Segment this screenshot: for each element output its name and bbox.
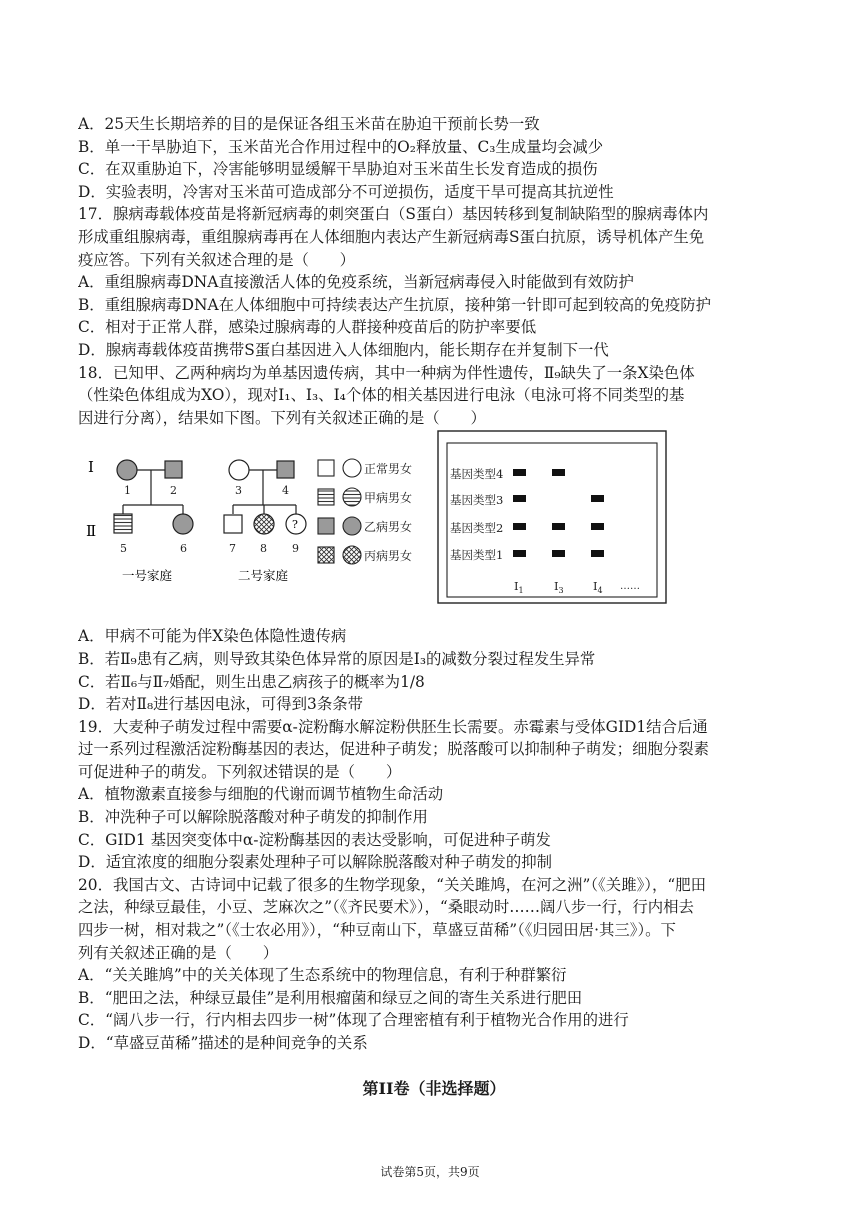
- gel-band: [552, 469, 565, 476]
- option-line: D．适宜浓度的细胞分裂素处理种子可以解除脱落酸对种子萌发的抑制: [78, 853, 553, 872]
- option-line: B．冲洗种子可以解除脱落酸对种子萌发的抑制作用: [78, 808, 428, 827]
- question-18-line: 18．已知甲、乙两种病均为单基因遗传病，其中一种病为伴性遗传，Ⅱ₉缺失了一条X染色体: [78, 363, 695, 382]
- text-line: 过一系列过程激活淀粉酶基因的表达，促进种子萌发；脱落酸可以抑制种子萌发；细胞分裂素: [78, 740, 710, 759]
- question-20-line: 20．我国古文、古诗词中记载了很多的生物学现象，“关关雎鸠，在河之洲”（《关雎》），“肥田: [78, 875, 707, 894]
- family-1-caption: 一号家庭: [122, 568, 173, 583]
- text-line: 因进行分离），结果如下图。下列有关叙述正确的是（ ）: [78, 408, 486, 427]
- text-line: D．实验表明，冷害对玉米苗可造成部分不可逆损伤，适度干旱可提高其抗逆性: [78, 182, 614, 201]
- option-line: D．若对Ⅱ₈进行基因电泳，可得到3条条带: [78, 695, 364, 714]
- text-line: B．单一干旱胁迫下，玉米苗光合作用过程中的O₂释放量、C₃生成量均会减少: [78, 137, 604, 156]
- gel-lane-label-4: $I_4$: [593, 579, 603, 595]
- option-line: C．“阔八步一行，行内相去四步一树”体现了合理密植有利于植物光合作用的进行: [78, 1011, 629, 1030]
- gel-band: [513, 523, 526, 530]
- pedigree-legend: [318, 459, 361, 564]
- label-3: 3: [235, 484, 242, 497]
- legend-label-disease-a: 甲病男女: [364, 491, 413, 505]
- question-19-line: 19．大麦种子萌发过程中需要α-淀粉酶水解淀粉供胚生长需要。赤霉素与受体GID1结合后通: [78, 717, 708, 736]
- text-line: 列有关叙述正确的是（ ）: [78, 943, 279, 962]
- individual-3-female-normal: [229, 460, 249, 480]
- label-9: 9: [292, 542, 299, 555]
- legend-disease-b-male-icon: [318, 518, 334, 534]
- legend-disease-c-male-icon: [318, 547, 334, 563]
- individual-7-male-normal: [224, 515, 242, 533]
- text-line: A．25天生长期培养的目的是保证各组玉米苗在胁迫干预前长势一致: [78, 115, 540, 133]
- electrophoresis-gel: [438, 431, 666, 603]
- question-text: [78, 113, 790, 1102]
- individual-4-male-disease-b: [277, 461, 294, 478]
- generation-label-2: Ⅱ: [86, 522, 97, 540]
- text-line: 疫应答。下列有关叙述合理的是（ ）: [78, 250, 356, 269]
- legend-normal-female-icon: [343, 459, 361, 477]
- individual-6-female-disease-b: [173, 514, 193, 534]
- legend-disease-b-female-icon: [343, 517, 361, 535]
- text-line: 形成重组腺病毒，重组腺病毒再在人体细胞内表达产生新冠病毒S蛋白抗原，诱导机体产生免: [78, 227, 705, 246]
- gel-band: [513, 550, 526, 557]
- gel-band: [591, 495, 604, 502]
- option-line: D．“草盛豆苗稀”描述的是种间竞争的关系: [78, 1034, 368, 1052]
- label-2: 2: [170, 484, 177, 497]
- individual-8-female-disease-c: [254, 514, 274, 534]
- legend-normal-male-icon: [318, 460, 334, 476]
- legend-label-disease-b: 乙病男女: [364, 520, 413, 534]
- gel-row-label-4: 基因类型4: [450, 467, 504, 481]
- text-line: C．在双重胁迫下，冷害能够明显缓解干旱胁迫对玉米苗生长发育造成的损伤: [78, 160, 598, 179]
- question-17-line: 17．腺病毒载体疫苗是将新冠病毒的刺突蛋白（S蛋白）基因转移到复制缺陷型的腺病毒体内: [78, 205, 709, 224]
- gel-bands: [513, 469, 604, 557]
- gel-band: [513, 495, 526, 502]
- text-line: 四步一树，相对栽之”（《士农必用》），“种豆南山下，草盛豆苗稀”（《归园田居·其三》）。下: [78, 921, 676, 940]
- legend-disease-a-male-icon: [318, 489, 334, 505]
- option-line: C．相对于正常人群，感染过腺病毒的人群接种疫苗后的防护率要低: [78, 318, 537, 337]
- gel-row-label-1: 基因类型1: [450, 548, 504, 562]
- legend-label-disease-c: 丙病男女: [364, 549, 413, 563]
- label-6: 6: [180, 542, 187, 555]
- gel-band: [552, 523, 565, 530]
- gel-band: [591, 550, 604, 557]
- gel-lane-label-3: $I_3$: [554, 579, 564, 595]
- gel-outer-frame: [438, 431, 666, 603]
- option-line: C．若Ⅱ₆与Ⅱ₇婚配，则生出患乙病孩子的概率为1/8: [78, 672, 425, 691]
- family-1-pedigree: [114, 460, 193, 534]
- section-title: 第II卷（非选择题）: [362, 1078, 506, 1098]
- legend-label-normal: 正常男女: [364, 462, 413, 476]
- gel-row-label-3: 基因类型3: [450, 493, 504, 507]
- option-line: D．腺病毒载体疫苗携带S蛋白基因进入人体细胞内，能长期存在并复制下一代: [78, 340, 609, 359]
- family-2-caption: 二号家庭: [238, 568, 289, 583]
- legend-disease-c-female-icon: [343, 546, 361, 564]
- gel-band: [591, 523, 604, 530]
- individual-2-male-disease-b: [165, 461, 182, 478]
- option-line: A．甲病不可能为伴X染色体隐性遗传病: [78, 627, 347, 646]
- gel-lane-ellipsis: ……: [620, 581, 640, 592]
- option-line: B．若Ⅱ₉患有乙病，则导致其染色体异常的原因是Ⅰ₃的减数分裂过程发生异常: [78, 649, 596, 668]
- option-line: A．重组腺病毒DNA直接激活人体的免疫系统，当新冠病毒侵入时能做到有效防护: [78, 273, 634, 292]
- option-line: C．GID1 基因突变体中α-淀粉酶基因的表达受影响，可促进种子萌发: [78, 830, 551, 849]
- genetics-figure: [74, 427, 674, 607]
- generation-label-1: Ⅰ: [88, 458, 94, 476]
- question-mark: ?: [292, 518, 298, 531]
- label-8: 8: [260, 542, 267, 555]
- text-line: （性染色体组成为XO），现对Ⅰ₁、Ⅰ₃、Ⅰ₄个体的相关基因进行电泳（电泳可将不同类型的基: [78, 386, 685, 405]
- label-7: 7: [229, 542, 236, 555]
- gel-row-label-2: 基因类型2: [450, 521, 504, 535]
- legend-disease-a-female-icon: [343, 488, 361, 506]
- option-line: A．植物激素直接参与细胞的代谢而调节植物生命活动: [78, 785, 444, 804]
- label-4: 4: [282, 484, 289, 497]
- text-line: 之法，种绿豆最佳，小豆、芝麻次之”（《齐民要术》），“桑眼动时……阔八步一行，行内相去: [78, 898, 694, 917]
- option-line: B．重组腺病毒DNA在人体细胞中可持续表达产生抗原，接种第一针即可起到较高的免疫防护: [78, 295, 712, 314]
- individual-1-female-disease-b: [117, 460, 137, 480]
- label-5: 5: [120, 542, 127, 555]
- gel-lane-label-1: $I_1$: [514, 579, 524, 595]
- option-line: B．“肥田之法，种绿豆最佳”是利用根瘤菌和绿豆之间的寄生关系进行肥田: [78, 988, 583, 1007]
- page-footer: 试卷第5页，共9页: [380, 1165, 480, 1179]
- gel-band: [552, 550, 565, 557]
- text-line: 可促进种子的萌发。下列叙述错误的是（ ）: [78, 762, 402, 781]
- option-line: A．“关关雎鸠”中的关关体现了生态系统中的物理信息，有利于种群繁衍: [78, 966, 567, 985]
- individual-5-male-disease-a: [114, 514, 132, 533]
- label-1: 1: [124, 484, 131, 497]
- gel-band: [513, 469, 526, 476]
